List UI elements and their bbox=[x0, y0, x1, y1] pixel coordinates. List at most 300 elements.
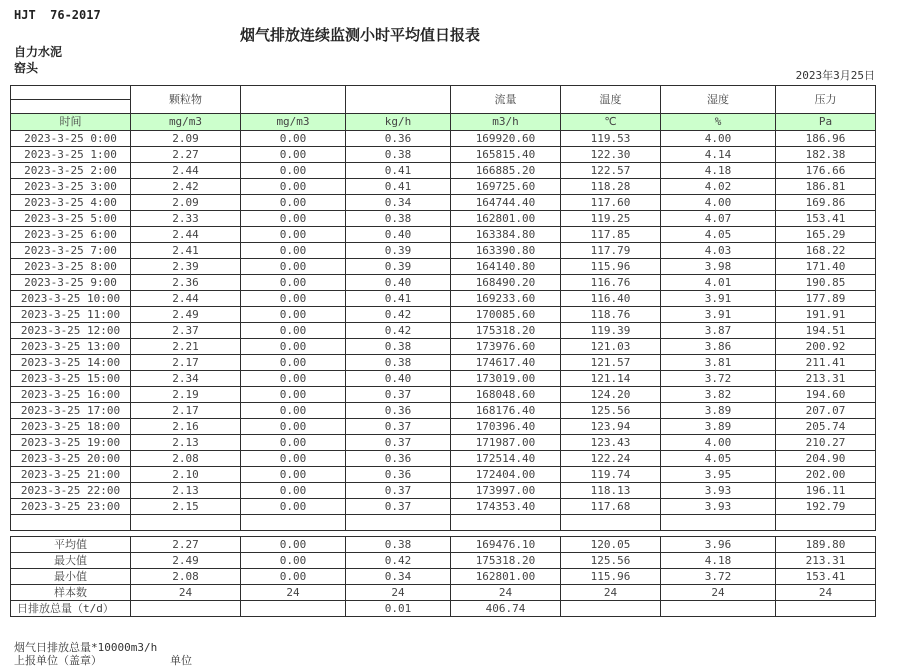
value-cell: 3.89 bbox=[661, 403, 776, 419]
time-cell: 2023-3-25 5:00 bbox=[11, 211, 131, 227]
summary-value-cell: 125.56 bbox=[561, 553, 661, 569]
value-cell: 0.00 bbox=[241, 307, 346, 323]
value-cell: 163384.80 bbox=[451, 227, 561, 243]
summary-row bbox=[11, 585, 876, 601]
value-cell: 0.41 bbox=[346, 291, 451, 307]
value-cell: 2.15 bbox=[131, 499, 241, 515]
value-cell: 121.14 bbox=[561, 371, 661, 387]
value-cell: 2.37 bbox=[131, 323, 241, 339]
value-cell: 4.18 bbox=[661, 163, 776, 179]
value-cell: 124.20 bbox=[561, 387, 661, 403]
summary-value-cell: 162801.00 bbox=[451, 569, 561, 585]
value-cell: 0.00 bbox=[241, 419, 346, 435]
time-cell: 2023-3-25 18:00 bbox=[11, 419, 131, 435]
value-cell: 0.00 bbox=[241, 163, 346, 179]
time-cell: 2023-3-25 22:00 bbox=[11, 483, 131, 499]
header-time-top-cell bbox=[11, 86, 131, 100]
value-cell: 0.38 bbox=[346, 211, 451, 227]
blank-cell bbox=[661, 515, 776, 531]
value-cell: 172404.00 bbox=[451, 467, 561, 483]
value-cell: 0.38 bbox=[346, 339, 451, 355]
value-cell: 2.41 bbox=[131, 243, 241, 259]
value-cell: 168176.40 bbox=[451, 403, 561, 419]
unit-kg-h: kg/h bbox=[346, 114, 451, 131]
summary-value-cell: 0.01 bbox=[346, 601, 451, 617]
summary-value-cell: 153.41 bbox=[776, 569, 876, 585]
value-cell: 0.00 bbox=[241, 467, 346, 483]
blank-cell bbox=[346, 515, 451, 531]
value-cell: 0.39 bbox=[346, 243, 451, 259]
value-cell: 125.56 bbox=[561, 403, 661, 419]
summary-value-cell: 115.96 bbox=[561, 569, 661, 585]
station-name: 窑头 bbox=[14, 61, 39, 75]
value-cell: 163390.80 bbox=[451, 243, 561, 259]
value-cell: 119.25 bbox=[561, 211, 661, 227]
time-cell: 2023-3-25 15:00 bbox=[11, 371, 131, 387]
value-cell: 2.33 bbox=[131, 211, 241, 227]
value-cell: 2.17 bbox=[131, 355, 241, 371]
header-humidity: 湿度 bbox=[661, 86, 776, 114]
unit-pa: Pa bbox=[776, 114, 876, 131]
value-cell: 2.10 bbox=[131, 467, 241, 483]
blank-cell bbox=[561, 515, 661, 531]
value-cell: 0.38 bbox=[346, 147, 451, 163]
value-cell: 191.91 bbox=[776, 307, 876, 323]
value-cell: 123.43 bbox=[561, 435, 661, 451]
summary-value-cell: 175318.20 bbox=[451, 553, 561, 569]
hourly-data-row bbox=[11, 275, 876, 291]
hourly-data-row bbox=[11, 371, 876, 387]
value-cell: 0.00 bbox=[241, 195, 346, 211]
summary-value-cell bbox=[561, 601, 661, 617]
time-cell: 2023-3-25 8:00 bbox=[11, 259, 131, 275]
value-cell: 202.00 bbox=[776, 467, 876, 483]
time-cell: 2023-3-25 19:00 bbox=[11, 435, 131, 451]
value-cell: 118.28 bbox=[561, 179, 661, 195]
value-cell: 0.40 bbox=[346, 227, 451, 243]
hourly-data-row bbox=[11, 211, 876, 227]
value-cell: 0.40 bbox=[346, 371, 451, 387]
time-cell: 2023-3-25 2:00 bbox=[11, 163, 131, 179]
value-cell: 0.00 bbox=[241, 435, 346, 451]
value-cell: 0.42 bbox=[346, 307, 451, 323]
value-cell: 0.42 bbox=[346, 323, 451, 339]
value-cell: 171.40 bbox=[776, 259, 876, 275]
value-cell: 165.29 bbox=[776, 227, 876, 243]
value-cell: 3.93 bbox=[661, 499, 776, 515]
value-cell: 3.82 bbox=[661, 387, 776, 403]
value-cell: 174617.40 bbox=[451, 355, 561, 371]
time-cell: 2023-3-25 17:00 bbox=[11, 403, 131, 419]
hourly-data-row bbox=[11, 339, 876, 355]
value-cell: 0.00 bbox=[241, 387, 346, 403]
summary-table bbox=[10, 536, 876, 617]
value-cell: 204.90 bbox=[776, 451, 876, 467]
hourly-data-row bbox=[11, 419, 876, 435]
value-cell: 0.00 bbox=[241, 259, 346, 275]
summary-value-cell: 120.05 bbox=[561, 537, 661, 553]
value-cell: 4.02 bbox=[661, 179, 776, 195]
value-cell: 3.72 bbox=[661, 371, 776, 387]
value-cell: 2.08 bbox=[131, 451, 241, 467]
value-cell: 3.95 bbox=[661, 467, 776, 483]
value-cell: 169920.60 bbox=[451, 131, 561, 147]
value-cell: 0.37 bbox=[346, 419, 451, 435]
value-cell: 210.27 bbox=[776, 435, 876, 451]
blank-cell bbox=[241, 515, 346, 531]
value-cell: 207.07 bbox=[776, 403, 876, 419]
value-cell: 0.00 bbox=[241, 275, 346, 291]
time-cell: 2023-3-25 23:00 bbox=[11, 499, 131, 515]
value-cell: 0.37 bbox=[346, 499, 451, 515]
value-cell: 2.16 bbox=[131, 419, 241, 435]
summary-label: 平均值 bbox=[11, 537, 131, 553]
value-cell: 196.11 bbox=[776, 483, 876, 499]
value-cell: 122.57 bbox=[561, 163, 661, 179]
value-cell: 0.00 bbox=[241, 339, 346, 355]
value-cell: 2.09 bbox=[131, 131, 241, 147]
value-cell: 200.92 bbox=[776, 339, 876, 355]
value-cell: 0.36 bbox=[346, 403, 451, 419]
value-cell: 0.41 bbox=[346, 179, 451, 195]
value-cell: 121.57 bbox=[561, 355, 661, 371]
summary-value-cell: 213.31 bbox=[776, 553, 876, 569]
header-particulate: 颗粒物 bbox=[131, 86, 241, 114]
value-cell: 170396.40 bbox=[451, 419, 561, 435]
unit-mg-m3-1: mg/m3 bbox=[131, 114, 241, 131]
value-cell: 117.85 bbox=[561, 227, 661, 243]
value-cell: 117.79 bbox=[561, 243, 661, 259]
header-blank-1 bbox=[241, 86, 346, 114]
value-cell: 169233.60 bbox=[451, 291, 561, 307]
time-column-label: 时间 bbox=[11, 114, 131, 131]
value-cell: 119.74 bbox=[561, 467, 661, 483]
standard-code: HJT 76-2017 bbox=[14, 8, 101, 22]
unit-mg-m3-2: mg/m3 bbox=[241, 114, 346, 131]
value-cell: 169.86 bbox=[776, 195, 876, 211]
summary-value-cell: 24 bbox=[346, 585, 451, 601]
time-cell: 2023-3-25 9:00 bbox=[11, 275, 131, 291]
hourly-data-row bbox=[11, 467, 876, 483]
value-cell: 4.05 bbox=[661, 227, 776, 243]
time-cell: 2023-3-25 20:00 bbox=[11, 451, 131, 467]
value-cell: 119.53 bbox=[561, 131, 661, 147]
value-cell: 186.81 bbox=[776, 179, 876, 195]
summary-label: 日排放总量（t/d） bbox=[11, 601, 131, 617]
summary-row bbox=[11, 537, 876, 553]
summary-label: 最大值 bbox=[11, 553, 131, 569]
value-cell: 0.36 bbox=[346, 451, 451, 467]
value-cell: 186.96 bbox=[776, 131, 876, 147]
value-cell: 168490.20 bbox=[451, 275, 561, 291]
value-cell: 117.68 bbox=[561, 499, 661, 515]
value-cell: 2.17 bbox=[131, 403, 241, 419]
value-cell: 153.41 bbox=[776, 211, 876, 227]
value-cell: 205.74 bbox=[776, 419, 876, 435]
summary-value-cell: 0.00 bbox=[241, 553, 346, 569]
summary-value-cell: 0.34 bbox=[346, 569, 451, 585]
value-cell: 0.41 bbox=[346, 163, 451, 179]
value-cell: 162801.00 bbox=[451, 211, 561, 227]
hourly-data-row bbox=[11, 227, 876, 243]
header-flow: 流量 bbox=[451, 86, 561, 114]
value-cell: 168048.60 bbox=[451, 387, 561, 403]
summary-value-cell: 3.96 bbox=[661, 537, 776, 553]
blank-cell bbox=[776, 515, 876, 531]
time-cell: 2023-3-25 0:00 bbox=[11, 131, 131, 147]
time-cell: 2023-3-25 13:00 bbox=[11, 339, 131, 355]
summary-value-cell: 24 bbox=[561, 585, 661, 601]
value-cell: 3.91 bbox=[661, 291, 776, 307]
blank-cell bbox=[131, 515, 241, 531]
value-cell: 0.37 bbox=[346, 435, 451, 451]
value-cell: 117.60 bbox=[561, 195, 661, 211]
value-cell: 4.03 bbox=[661, 243, 776, 259]
blank-cell bbox=[11, 515, 131, 531]
value-cell: 3.87 bbox=[661, 323, 776, 339]
time-cell: 2023-3-25 16:00 bbox=[11, 387, 131, 403]
hourly-data-row bbox=[11, 259, 876, 275]
summary-value-cell: 24 bbox=[131, 585, 241, 601]
value-cell: 2.09 bbox=[131, 195, 241, 211]
unit-header-row bbox=[11, 114, 876, 131]
value-cell: 2.13 bbox=[131, 435, 241, 451]
hourly-data-row bbox=[11, 243, 876, 259]
value-cell: 2.44 bbox=[131, 291, 241, 307]
value-cell: 4.00 bbox=[661, 435, 776, 451]
summary-row bbox=[11, 553, 876, 569]
hourly-data-row bbox=[11, 307, 876, 323]
time-cell: 2023-3-25 12:00 bbox=[11, 323, 131, 339]
summary-value-cell: 189.80 bbox=[776, 537, 876, 553]
value-cell: 165815.40 bbox=[451, 147, 561, 163]
time-cell: 2023-3-25 1:00 bbox=[11, 147, 131, 163]
header-pressure: 压力 bbox=[776, 86, 876, 114]
hourly-data-row bbox=[11, 323, 876, 339]
summary-value-cell bbox=[241, 601, 346, 617]
value-cell: 194.60 bbox=[776, 387, 876, 403]
value-cell: 0.00 bbox=[241, 179, 346, 195]
value-cell: 118.76 bbox=[561, 307, 661, 323]
value-cell: 0.36 bbox=[346, 467, 451, 483]
summary-value-cell: 2.49 bbox=[131, 553, 241, 569]
summary-value-cell: 24 bbox=[241, 585, 346, 601]
value-cell: 2.36 bbox=[131, 275, 241, 291]
unit-celsius: ℃ bbox=[561, 114, 661, 131]
value-cell: 4.05 bbox=[661, 451, 776, 467]
time-cell: 2023-3-25 10:00 bbox=[11, 291, 131, 307]
value-cell: 166885.20 bbox=[451, 163, 561, 179]
value-cell: 213.31 bbox=[776, 371, 876, 387]
value-cell: 122.30 bbox=[561, 147, 661, 163]
value-cell: 176.66 bbox=[776, 163, 876, 179]
hourly-data-row bbox=[11, 499, 876, 515]
value-cell: 0.00 bbox=[241, 499, 346, 515]
value-cell: 0.00 bbox=[241, 483, 346, 499]
value-cell: 177.89 bbox=[776, 291, 876, 307]
time-cell: 2023-3-25 11:00 bbox=[11, 307, 131, 323]
value-cell: 194.51 bbox=[776, 323, 876, 339]
value-cell: 182.38 bbox=[776, 147, 876, 163]
value-cell: 2.44 bbox=[131, 227, 241, 243]
hourly-data-row bbox=[11, 179, 876, 195]
summary-value-cell: 0.00 bbox=[241, 569, 346, 585]
value-cell: 3.81 bbox=[661, 355, 776, 371]
value-cell: 122.24 bbox=[561, 451, 661, 467]
value-cell: 0.37 bbox=[346, 483, 451, 499]
reporting-unit-label: 上报单位（盖章） bbox=[14, 654, 102, 667]
value-cell: 2.13 bbox=[131, 483, 241, 499]
hourly-data-row bbox=[11, 147, 876, 163]
summary-value-cell: 4.18 bbox=[661, 553, 776, 569]
hourly-data-table bbox=[10, 85, 876, 531]
value-cell: 169725.60 bbox=[451, 179, 561, 195]
summary-value-cell bbox=[776, 601, 876, 617]
value-cell: 0.00 bbox=[241, 371, 346, 387]
value-cell: 192.79 bbox=[776, 499, 876, 515]
hourly-data-row bbox=[11, 163, 876, 179]
hourly-data-row bbox=[11, 483, 876, 499]
value-cell: 0.34 bbox=[346, 195, 451, 211]
time-cell: 2023-3-25 14:00 bbox=[11, 355, 131, 371]
value-cell: 3.98 bbox=[661, 259, 776, 275]
value-cell: 0.00 bbox=[241, 211, 346, 227]
hourly-data-row bbox=[11, 355, 876, 371]
group-header-row bbox=[11, 86, 876, 100]
value-cell: 4.14 bbox=[661, 147, 776, 163]
value-cell: 168.22 bbox=[776, 243, 876, 259]
summary-value-cell: 169476.10 bbox=[451, 537, 561, 553]
header-blank-2 bbox=[346, 86, 451, 114]
value-cell: 119.39 bbox=[561, 323, 661, 339]
value-cell: 3.86 bbox=[661, 339, 776, 355]
time-cell: 2023-3-25 3:00 bbox=[11, 179, 131, 195]
value-cell: 0.00 bbox=[241, 131, 346, 147]
summary-value-cell: 24 bbox=[776, 585, 876, 601]
value-cell: 0.37 bbox=[346, 387, 451, 403]
value-cell: 118.13 bbox=[561, 483, 661, 499]
value-cell: 173019.00 bbox=[451, 371, 561, 387]
time-cell: 2023-3-25 6:00 bbox=[11, 227, 131, 243]
value-cell: 4.07 bbox=[661, 211, 776, 227]
value-cell: 121.03 bbox=[561, 339, 661, 355]
value-cell: 123.94 bbox=[561, 419, 661, 435]
summary-value-cell: 3.72 bbox=[661, 569, 776, 585]
summary-value-cell: 2.08 bbox=[131, 569, 241, 585]
hourly-data-row bbox=[11, 195, 876, 211]
value-cell: 4.01 bbox=[661, 275, 776, 291]
value-cell: 3.91 bbox=[661, 307, 776, 323]
value-cell: 0.00 bbox=[241, 291, 346, 307]
value-cell: 0.36 bbox=[346, 131, 451, 147]
value-cell: 116.76 bbox=[561, 275, 661, 291]
value-cell: 0.00 bbox=[241, 147, 346, 163]
value-cell: 2.19 bbox=[131, 387, 241, 403]
summary-row bbox=[11, 601, 876, 617]
report-table-area bbox=[10, 85, 875, 617]
blank-cell bbox=[451, 515, 561, 531]
value-cell: 164744.40 bbox=[451, 195, 561, 211]
summary-value-cell: 0.00 bbox=[241, 537, 346, 553]
value-cell: 0.00 bbox=[241, 355, 346, 371]
blank-row bbox=[11, 515, 876, 531]
value-cell: 2.44 bbox=[131, 163, 241, 179]
summary-value-cell: 2.27 bbox=[131, 537, 241, 553]
value-cell: 3.93 bbox=[661, 483, 776, 499]
hourly-data-row bbox=[11, 403, 876, 419]
value-cell: 4.00 bbox=[661, 131, 776, 147]
value-cell: 0.00 bbox=[241, 451, 346, 467]
summary-value-cell: 406.74 bbox=[451, 601, 561, 617]
value-cell: 175318.20 bbox=[451, 323, 561, 339]
value-cell: 0.00 bbox=[241, 243, 346, 259]
unit-m3-h: m3/h bbox=[451, 114, 561, 131]
summary-value-cell: 24 bbox=[661, 585, 776, 601]
summary-value-cell: 0.42 bbox=[346, 553, 451, 569]
header-temperature: 温度 bbox=[561, 86, 661, 114]
value-cell: 172514.40 bbox=[451, 451, 561, 467]
time-cell: 2023-3-25 21:00 bbox=[11, 467, 131, 483]
summary-value-cell: 0.38 bbox=[346, 537, 451, 553]
summary-value-cell bbox=[131, 601, 241, 617]
value-cell: 2.21 bbox=[131, 339, 241, 355]
page-title: 烟气排放连续监测小时平均值日报表 bbox=[239, 26, 480, 44]
summary-value-cell bbox=[661, 601, 776, 617]
value-cell: 170085.60 bbox=[451, 307, 561, 323]
value-cell: 171987.00 bbox=[451, 435, 561, 451]
value-cell: 164140.80 bbox=[451, 259, 561, 275]
summary-label: 最小值 bbox=[11, 569, 131, 585]
summary-row bbox=[11, 569, 876, 585]
value-cell: 190.85 bbox=[776, 275, 876, 291]
time-cell: 2023-3-25 4:00 bbox=[11, 195, 131, 211]
hourly-data-row bbox=[11, 451, 876, 467]
value-cell: 0.00 bbox=[241, 323, 346, 339]
value-cell: 2.27 bbox=[131, 147, 241, 163]
value-cell: 116.40 bbox=[561, 291, 661, 307]
total-emission-note: 烟气日排放总量*10000m3/h bbox=[14, 641, 158, 654]
value-cell: 115.96 bbox=[561, 259, 661, 275]
value-cell: 4.00 bbox=[661, 195, 776, 211]
value-cell: 2.42 bbox=[131, 179, 241, 195]
time-cell: 2023-3-25 7:00 bbox=[11, 243, 131, 259]
unit-label: 单位 bbox=[170, 654, 192, 667]
value-cell: 2.49 bbox=[131, 307, 241, 323]
value-cell: 2.39 bbox=[131, 259, 241, 275]
value-cell: 211.41 bbox=[776, 355, 876, 371]
value-cell: 0.00 bbox=[241, 403, 346, 419]
company-name: 自力水泥 bbox=[14, 45, 63, 59]
value-cell: 173976.60 bbox=[451, 339, 561, 355]
hourly-data-row bbox=[11, 435, 876, 451]
signature-row bbox=[14, 654, 192, 667]
hourly-data-row bbox=[11, 131, 876, 147]
value-cell: 0.00 bbox=[241, 227, 346, 243]
value-cell: 0.39 bbox=[346, 259, 451, 275]
value-cell: 174353.40 bbox=[451, 499, 561, 515]
value-cell: 0.40 bbox=[346, 275, 451, 291]
summary-value-cell: 24 bbox=[451, 585, 561, 601]
hourly-data-row bbox=[11, 387, 876, 403]
value-cell: 173997.00 bbox=[451, 483, 561, 499]
value-cell: 0.38 bbox=[346, 355, 451, 371]
unit-percent: % bbox=[661, 114, 776, 131]
report-date: 2023年3月25日 bbox=[795, 69, 875, 82]
value-cell: 2.34 bbox=[131, 371, 241, 387]
hourly-data-row bbox=[11, 291, 876, 307]
header-time-bottom-cell bbox=[11, 100, 131, 114]
summary-label: 样本数 bbox=[11, 585, 131, 601]
